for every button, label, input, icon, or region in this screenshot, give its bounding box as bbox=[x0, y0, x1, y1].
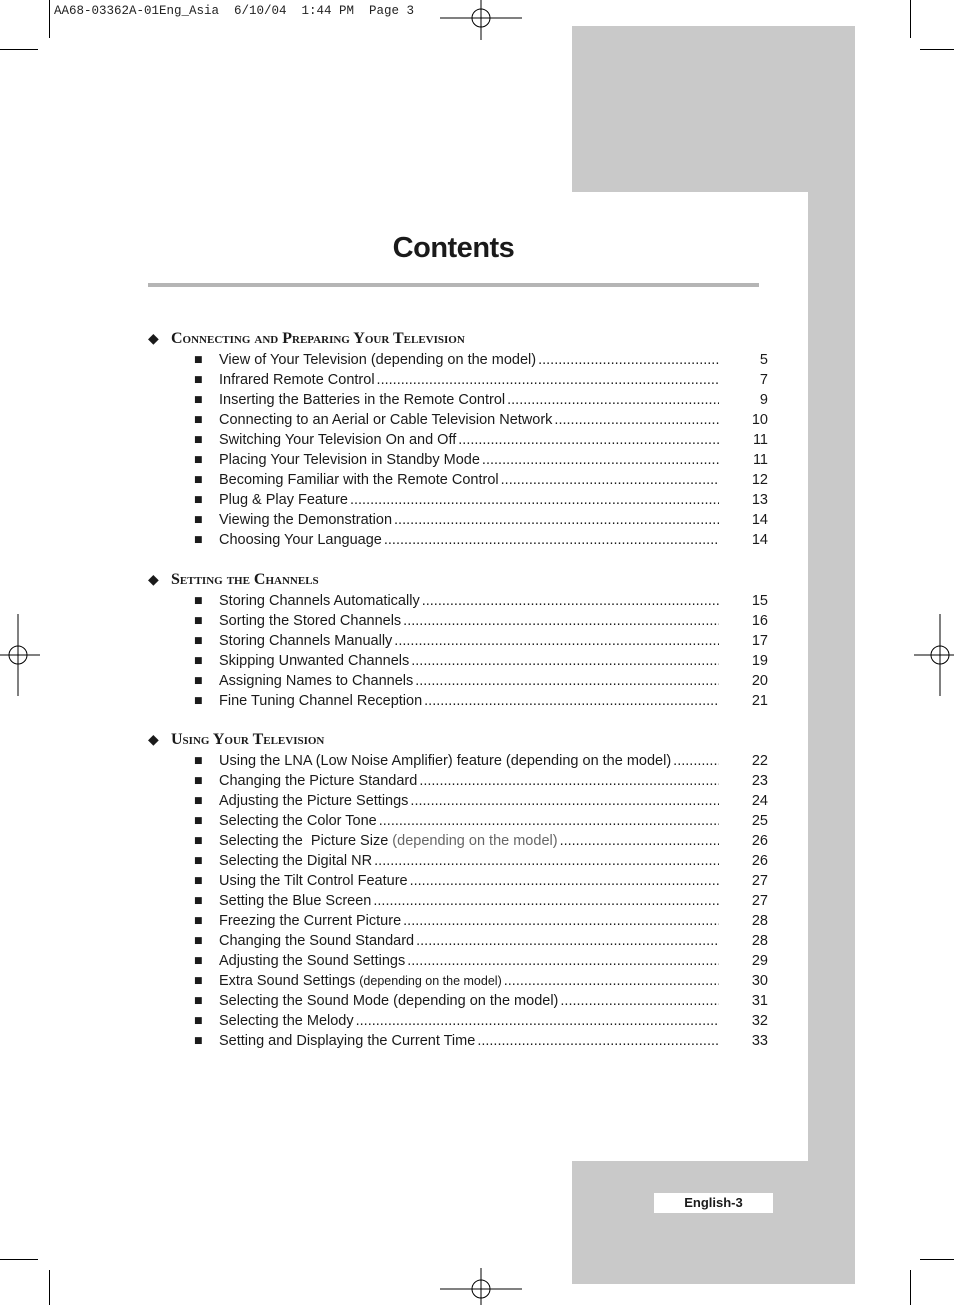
toc-entry bbox=[148, 390, 768, 410]
registration-mark-top bbox=[440, 0, 522, 40]
crop-mark bbox=[49, 0, 50, 38]
toc-entry-title bbox=[219, 693, 422, 709]
dot-leader bbox=[394, 633, 719, 649]
square-bullet-icon: ■ bbox=[194, 876, 203, 886]
dot-leader bbox=[356, 1013, 719, 1029]
toc-entry-text: Viewing the Demonstration bbox=[219, 512, 393, 528]
toc-entry-title bbox=[219, 352, 536, 368]
dot-leader bbox=[501, 472, 719, 488]
toc-list bbox=[148, 350, 768, 550]
page-title: Contents bbox=[392, 232, 515, 264]
square-bullet-icon: ■ bbox=[194, 956, 203, 966]
square-bullet-icon: ■ bbox=[194, 1036, 203, 1046]
toc-entry-text: Sorting the Stored Channels bbox=[219, 613, 402, 629]
toc-entry-text: Storing Channels Manually bbox=[219, 633, 393, 649]
square-bullet-icon: ■ bbox=[194, 996, 203, 1006]
toc-entry bbox=[148, 631, 768, 651]
square-bullet-icon: ■ bbox=[194, 696, 203, 706]
toc-list bbox=[148, 751, 768, 1051]
dot-leader bbox=[394, 512, 719, 528]
toc-entry-text: Skipping Unwanted Channels bbox=[219, 653, 410, 669]
square-bullet-icon: ■ bbox=[194, 455, 203, 465]
toc-entry-title bbox=[219, 973, 502, 989]
crop-mark bbox=[0, 49, 38, 50]
toc-entry-text: Choosing Your Language bbox=[219, 532, 382, 548]
toc-entry-text: Fine Tuning Channel Reception bbox=[219, 693, 423, 709]
toc-page-number: 22 bbox=[751, 753, 768, 769]
toc-page-number: 21 bbox=[751, 693, 768, 709]
toc-entry-title bbox=[219, 432, 456, 448]
section-title: Connecting and Preparing Your Television bbox=[171, 330, 465, 347]
toc-entry bbox=[148, 1011, 768, 1031]
toc-entry bbox=[148, 510, 768, 530]
decor-band-side bbox=[808, 192, 855, 1161]
toc-entry bbox=[148, 430, 768, 450]
square-bullet-icon: ■ bbox=[194, 976, 203, 986]
diamond-bullet-icon: ◆ bbox=[148, 572, 159, 588]
toc-entry-title bbox=[219, 593, 420, 609]
toc-entry-text: Assigning Names to Channels bbox=[219, 673, 414, 689]
toc-entry bbox=[148, 370, 768, 390]
diamond-bullet-icon: ◆ bbox=[148, 732, 159, 748]
toc-entry bbox=[148, 931, 768, 951]
toc-entry-title bbox=[219, 853, 372, 869]
dot-leader bbox=[416, 933, 719, 949]
toc-entry bbox=[148, 470, 768, 490]
toc-page-number: 13 bbox=[751, 492, 768, 508]
toc-page-number: 5 bbox=[759, 352, 768, 368]
dot-leader bbox=[458, 432, 719, 448]
toc-page-number: 11 bbox=[752, 432, 768, 448]
square-bullet-icon: ■ bbox=[194, 916, 203, 926]
toc-entry-title bbox=[219, 1033, 475, 1049]
diamond-bullet-icon: ◆ bbox=[148, 331, 159, 347]
toc-entry bbox=[148, 350, 768, 370]
toc-section-channels bbox=[148, 571, 768, 711]
dot-leader bbox=[477, 1033, 719, 1049]
square-bullet-icon: ■ bbox=[194, 936, 203, 946]
dot-leader bbox=[411, 653, 719, 669]
toc-entry-text: Switching Your Television On and Off bbox=[219, 432, 457, 448]
toc-entry-note: (depending on the model) bbox=[359, 974, 502, 988]
toc-section-connecting bbox=[148, 330, 768, 550]
title-rule bbox=[148, 283, 759, 287]
dot-leader bbox=[422, 593, 719, 609]
toc-entry bbox=[148, 811, 768, 831]
toc-page-number: 9 bbox=[759, 392, 768, 408]
dot-leader bbox=[403, 913, 719, 929]
toc-entry-title bbox=[219, 653, 409, 669]
dot-leader bbox=[350, 492, 719, 508]
toc-entry-title bbox=[219, 532, 382, 548]
dot-leader bbox=[560, 833, 719, 849]
crop-mark bbox=[0, 1259, 38, 1260]
section-title: Using Your Television bbox=[171, 731, 325, 748]
toc-entry-title bbox=[219, 753, 671, 769]
dot-leader bbox=[410, 873, 719, 889]
registration-mark-right bbox=[914, 614, 954, 696]
decor-band-top bbox=[572, 26, 855, 192]
toc-page-number: 28 bbox=[751, 933, 768, 949]
section-heading bbox=[148, 330, 768, 350]
registration-mark-left bbox=[0, 614, 40, 696]
toc-page-number: 20 bbox=[751, 673, 768, 689]
toc-entry-title bbox=[219, 392, 505, 408]
crop-mark bbox=[910, 1270, 911, 1305]
toc-page-number: 14 bbox=[751, 532, 768, 548]
square-bullet-icon: ■ bbox=[194, 535, 203, 545]
toc-entry-title bbox=[219, 953, 405, 969]
toc-page-number: 14 bbox=[751, 512, 768, 528]
toc-page-number: 29 bbox=[751, 953, 768, 969]
toc-entry-title bbox=[219, 793, 408, 809]
dot-leader bbox=[377, 372, 719, 388]
toc-entry bbox=[148, 410, 768, 430]
dot-leader bbox=[560, 993, 719, 1009]
toc-entry-title bbox=[219, 893, 371, 909]
square-bullet-icon: ■ bbox=[194, 756, 203, 766]
toc-page-number: 30 bbox=[751, 973, 768, 989]
toc-section-using bbox=[148, 731, 768, 1051]
toc-entry-title bbox=[219, 492, 348, 508]
dot-leader bbox=[374, 853, 719, 869]
square-bullet-icon: ■ bbox=[194, 896, 203, 906]
toc-entry bbox=[148, 951, 768, 971]
dot-leader bbox=[673, 753, 719, 769]
toc-entry bbox=[148, 911, 768, 931]
toc-page-number: 16 bbox=[751, 613, 768, 629]
toc-page-number: 15 bbox=[751, 593, 768, 609]
toc-entry-text: Connecting to an Aerial or Cable Television Network bbox=[219, 412, 553, 428]
square-bullet-icon: ■ bbox=[194, 415, 203, 425]
toc-entry-text: Selecting the Digital NR bbox=[219, 853, 373, 869]
toc-entry-text: Infrared Remote Control bbox=[219, 372, 375, 388]
square-bullet-icon: ■ bbox=[194, 515, 203, 525]
toc-entry-title bbox=[219, 372, 375, 388]
page-number-label: English-3 bbox=[654, 1193, 773, 1213]
crop-mark bbox=[910, 0, 911, 38]
toc-page-number: 32 bbox=[751, 1013, 768, 1029]
toc-entry-title bbox=[219, 613, 401, 629]
crop-mark bbox=[920, 1259, 954, 1260]
toc-page-number: 24 bbox=[751, 793, 768, 809]
crop-mark bbox=[920, 49, 954, 50]
toc-entry-text: Using the LNA (Low Noise Amplifier) feature (depending on the model) bbox=[219, 753, 672, 769]
toc-entry-text: Selecting the Melody bbox=[219, 1013, 354, 1029]
toc-page-number: 11 bbox=[752, 452, 768, 468]
toc-entry-text: Selecting the Picture Size bbox=[219, 833, 389, 849]
toc-entry-text: Setting the Blue Screen bbox=[219, 893, 372, 909]
toc-page-number: 27 bbox=[751, 893, 768, 909]
dot-leader bbox=[407, 953, 719, 969]
dot-leader bbox=[415, 673, 719, 689]
toc-list bbox=[148, 591, 768, 711]
square-bullet-icon: ■ bbox=[194, 816, 203, 826]
toc-entry-title bbox=[219, 913, 401, 929]
square-bullet-icon: ■ bbox=[194, 495, 203, 505]
dot-leader bbox=[538, 352, 719, 368]
toc-entry-text: Becoming Familiar with the Remote Control bbox=[219, 472, 499, 488]
toc-entry-title bbox=[219, 412, 552, 428]
toc-page-number: 33 bbox=[751, 1033, 768, 1049]
dot-leader bbox=[554, 412, 719, 428]
section-heading bbox=[148, 731, 768, 751]
toc-entry bbox=[148, 971, 768, 991]
toc-entry-text: Storing Channels Automatically bbox=[219, 593, 420, 609]
toc-entry-title bbox=[219, 512, 392, 528]
toc-entry bbox=[148, 791, 768, 811]
square-bullet-icon: ■ bbox=[194, 596, 203, 606]
dot-leader bbox=[410, 793, 719, 809]
square-bullet-icon: ■ bbox=[194, 395, 203, 405]
square-bullet-icon: ■ bbox=[194, 475, 203, 485]
toc-page-number: 17 bbox=[751, 633, 768, 649]
toc-page-number: 23 bbox=[751, 773, 768, 789]
square-bullet-icon: ■ bbox=[194, 355, 203, 365]
toc-page-number: 31 bbox=[751, 993, 768, 1009]
toc-entry bbox=[148, 671, 768, 691]
square-bullet-icon: ■ bbox=[194, 836, 203, 846]
square-bullet-icon: ■ bbox=[194, 856, 203, 866]
toc-entry-text: Selecting the Sound Mode (depending on the model) bbox=[219, 993, 559, 1009]
toc-entry-text: Adjusting the Picture Settings bbox=[219, 793, 409, 809]
toc-entry-title bbox=[219, 1013, 354, 1029]
toc-entry bbox=[148, 891, 768, 911]
toc-entry bbox=[148, 771, 768, 791]
toc-entry-title bbox=[219, 452, 480, 468]
toc-entry-text: Using the Tilt Control Feature bbox=[219, 873, 408, 889]
toc-entry-text: Changing the Picture Standard bbox=[219, 773, 418, 789]
toc-entry-text: Plug & Play Feature bbox=[219, 492, 348, 508]
toc-entry-text: Inserting the Batteries in the Remote Control bbox=[219, 392, 506, 408]
toc-entry bbox=[148, 871, 768, 891]
dot-leader bbox=[424, 693, 719, 709]
toc-page-number: 25 bbox=[751, 813, 768, 829]
toc-entry-title bbox=[219, 873, 408, 889]
toc-entry bbox=[148, 490, 768, 510]
toc-entry-text: Changing the Sound Standard bbox=[219, 933, 415, 949]
toc-page-number: 26 bbox=[751, 833, 768, 849]
square-bullet-icon: ■ bbox=[194, 656, 203, 666]
toc-page-number: 10 bbox=[751, 412, 768, 428]
toc-page-number: 26 bbox=[751, 853, 768, 869]
square-bullet-icon: ■ bbox=[194, 676, 203, 686]
toc-entry-title bbox=[219, 993, 558, 1009]
square-bullet-icon: ■ bbox=[194, 796, 203, 806]
toc-entry-text: View of Your Television (depending on the model) bbox=[219, 352, 537, 368]
square-bullet-icon: ■ bbox=[194, 636, 203, 646]
square-bullet-icon: ■ bbox=[194, 375, 203, 385]
decor-band-bottom bbox=[572, 1161, 855, 1284]
section-title: Setting the Channels bbox=[171, 571, 319, 588]
toc-entry-title bbox=[219, 813, 377, 829]
crop-mark bbox=[49, 1270, 50, 1305]
dot-leader bbox=[373, 893, 719, 909]
square-bullet-icon: ■ bbox=[194, 776, 203, 786]
toc-page-number: 7 bbox=[759, 372, 768, 388]
toc-entry-title bbox=[219, 773, 417, 789]
toc-entry-text: Adjusting the Sound Settings bbox=[219, 953, 406, 969]
toc-page-number: 27 bbox=[751, 873, 768, 889]
toc-entry-title bbox=[219, 472, 499, 488]
square-bullet-icon: ■ bbox=[194, 435, 203, 445]
dot-leader bbox=[419, 773, 719, 789]
toc-entry bbox=[148, 831, 768, 851]
toc-entry bbox=[148, 991, 768, 1011]
toc-entry bbox=[148, 530, 768, 550]
toc-page-number: 12 bbox=[751, 472, 768, 488]
square-bullet-icon: ■ bbox=[194, 1016, 203, 1026]
toc-entry-title bbox=[219, 933, 414, 949]
toc-entry bbox=[148, 751, 768, 771]
square-bullet-icon: ■ bbox=[194, 616, 203, 626]
toc-entry-text: Selecting the Color Tone bbox=[219, 813, 377, 829]
toc-entry bbox=[148, 691, 768, 711]
toc-entry-text: Setting and Displaying the Current Time bbox=[219, 1033, 476, 1049]
toc-entry-title bbox=[219, 833, 558, 849]
dot-leader bbox=[403, 613, 719, 629]
dot-leader bbox=[504, 973, 719, 989]
dot-leader bbox=[507, 392, 719, 408]
toc-entry-text: Freezing the Current Picture bbox=[219, 913, 402, 929]
section-heading bbox=[148, 571, 768, 591]
toc-page-number: 19 bbox=[751, 653, 768, 669]
toc-page-number: 28 bbox=[751, 913, 768, 929]
print-slug: AA68-03362A-01Eng_Asia 6/10/04 1:44 PM Page 3 bbox=[54, 4, 415, 18]
toc-entry bbox=[148, 611, 768, 631]
toc-entry bbox=[148, 450, 768, 470]
toc-entry bbox=[148, 851, 768, 871]
toc-entry-note: (depending on the model) bbox=[392, 833, 558, 849]
toc-entry bbox=[148, 1031, 768, 1051]
toc-entry-text: Extra Sound Settings bbox=[219, 973, 356, 989]
dot-leader bbox=[379, 813, 719, 829]
dot-leader bbox=[482, 452, 719, 468]
toc-entry-title bbox=[219, 633, 392, 649]
toc-entry bbox=[148, 591, 768, 611]
toc-entry-title bbox=[219, 673, 413, 689]
registration-mark-bottom bbox=[440, 1268, 522, 1305]
toc-entry bbox=[148, 651, 768, 671]
dot-leader bbox=[384, 532, 719, 548]
toc-entry-text: Placing Your Television in Standby Mode bbox=[219, 452, 480, 468]
